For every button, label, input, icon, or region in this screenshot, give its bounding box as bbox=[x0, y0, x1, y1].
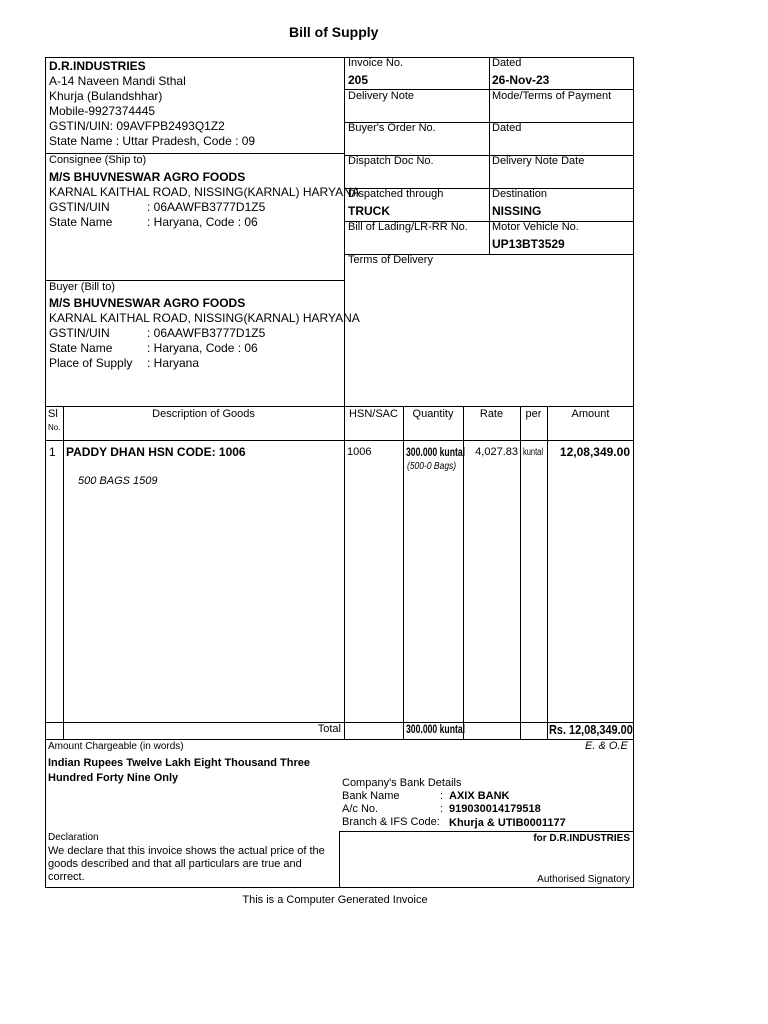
total-label: Total bbox=[317, 723, 341, 735]
buyer-gstin-label: GSTIN/UIN bbox=[49, 326, 110, 340]
declaration-line: correct. bbox=[48, 871, 85, 883]
consignee-label: Consignee (Ship to) bbox=[49, 154, 147, 166]
dispatched-through: TRUCK bbox=[348, 204, 390, 218]
motor-vehicle: UP13BT3529 bbox=[492, 237, 565, 251]
divider bbox=[339, 831, 634, 832]
motor-vehicle-label: Motor Vehicle No. bbox=[492, 221, 579, 233]
rate-header: Rate bbox=[479, 408, 504, 420]
description-header: Description of Goods bbox=[152, 408, 255, 420]
mode-terms-label: Mode/Terms of Payment bbox=[492, 90, 612, 102]
dated2-label: Dated bbox=[492, 122, 522, 134]
ac-no-value: 919030014179518 bbox=[449, 803, 541, 815]
consignee-gstin-value: : 06AAWFB3777D1Z5 bbox=[147, 200, 266, 214]
declaration-label: Declaration bbox=[48, 832, 99, 843]
destination-label: Destination bbox=[492, 188, 548, 200]
bill-lading-label: Bill of Lading/LR-RR No. bbox=[348, 221, 468, 233]
bank-name-label: Bank Name bbox=[342, 790, 400, 802]
amount-words-label: Amount Chargeable (in words) bbox=[48, 741, 184, 752]
hsn-header: HSN/SAC bbox=[349, 408, 398, 420]
seller-address-line: A-14 Naveen Mandi Sthal bbox=[49, 74, 186, 88]
buyer-state-value: : Haryana, Code : 06 bbox=[147, 341, 258, 355]
sl-header: Sl bbox=[48, 408, 58, 420]
computer-generated-note: This is a Computer Generated Invoice bbox=[242, 894, 428, 906]
consignee-address: KARNAL KAITHAL ROAD, NISSING(KARNAL) HARYANA bbox=[49, 185, 360, 199]
page-title: Bill of Supply bbox=[289, 24, 379, 40]
row-quantity: 300.000 kuntal bbox=[406, 445, 466, 459]
branch-label: Branch & IFS Code: bbox=[342, 816, 440, 828]
seller-gstin: GSTIN/UIN: 09AVFPB2493Q1Z2 bbox=[49, 119, 225, 133]
buyer-label: Buyer (Bill to) bbox=[49, 281, 116, 293]
buyer-pos-label: Place of Supply bbox=[49, 356, 133, 370]
bank-colon: : bbox=[440, 790, 444, 802]
row-quantity-sub: (500-0 Bags) bbox=[407, 461, 457, 472]
declaration-line: We declare that this invoice shows the actual price of the bbox=[48, 845, 325, 857]
buyer-address: KARNAL KAITHAL ROAD, NISSING(KARNAL) HARYANA bbox=[49, 311, 360, 325]
consignee-name: M/S BHUVNESWAR AGRO FOODS bbox=[49, 170, 246, 184]
declaration-line: goods described and that all particulars are true and bbox=[48, 858, 302, 870]
consignee-state-value: : Haryana, Code : 06 bbox=[147, 215, 258, 229]
bank-colon: : bbox=[440, 803, 444, 815]
dated-value: 26-Nov-23 bbox=[492, 73, 550, 87]
seller-name: D.R.INDUSTRIES bbox=[49, 59, 146, 73]
eoe-label: E. & O.E bbox=[585, 740, 628, 752]
row-per: kuntal bbox=[523, 447, 544, 458]
bank-title: Company's Bank Details bbox=[342, 777, 462, 789]
terms-delivery-label: Terms of Delivery bbox=[348, 254, 433, 266]
signatory-label: Authorised Signatory bbox=[537, 874, 630, 885]
divider bbox=[344, 406, 345, 739]
sl-header-sub: No. bbox=[48, 423, 61, 432]
row-amount: 12,08,349.00 bbox=[559, 445, 630, 459]
quantity-header: Quantity bbox=[412, 408, 454, 420]
for-company: for D.R.INDUSTRIES bbox=[533, 833, 630, 844]
ac-no-label: A/c No. bbox=[342, 803, 379, 815]
invoice-no-label: Invoice No. bbox=[348, 57, 404, 69]
branch-value: Khurja & UTIB0001177 bbox=[449, 817, 566, 829]
bank-name-value: AXIX BANK bbox=[449, 790, 510, 802]
consignee-gstin-label: GSTIN/UIN bbox=[49, 200, 110, 214]
divider bbox=[344, 57, 345, 406]
per-header: per bbox=[525, 408, 542, 420]
divider bbox=[45, 406, 634, 407]
dated-label: Dated bbox=[492, 57, 522, 69]
destination: NISSING bbox=[492, 204, 542, 218]
consignee-state-label: State Name bbox=[49, 215, 113, 229]
row-description: PADDY DHAN HSN CODE: 1006 bbox=[66, 445, 246, 459]
dispatched-through-label: Dispatched through bbox=[348, 188, 444, 200]
delivery-note-label: Delivery Note bbox=[348, 90, 415, 102]
buyer-name: M/S BHUVNESWAR AGRO FOODS bbox=[49, 296, 246, 310]
amount-words-line: Hundred Forty Nine Only bbox=[48, 772, 179, 784]
divider bbox=[45, 440, 634, 441]
divider bbox=[63, 406, 64, 739]
total-amount: Rs. 12,08,349.00 bbox=[549, 722, 633, 737]
divider bbox=[45, 739, 634, 740]
buyers-order-label: Buyer's Order No. bbox=[348, 122, 436, 134]
invoice-no: 205 bbox=[348, 73, 369, 87]
row-sl: 1 bbox=[49, 445, 56, 459]
dispatch-doc-label: Dispatch Doc No. bbox=[348, 155, 434, 167]
buyer-pos-value: : Haryana bbox=[147, 356, 200, 370]
amount-header: Amount bbox=[571, 408, 610, 420]
row-rate: 4,027.83 bbox=[475, 446, 518, 458]
divider bbox=[489, 57, 490, 255]
divider bbox=[403, 406, 404, 739]
seller-mobile: Mobile-9927374445 bbox=[49, 104, 156, 118]
divider bbox=[520, 406, 521, 739]
buyer-gstin-value: : 06AAWFB3777D1Z5 bbox=[147, 326, 266, 340]
seller-address-line: Khurja (Bulandshhar) bbox=[49, 89, 163, 103]
buyer-state-label: State Name bbox=[49, 341, 113, 355]
row-hsn: 1006 bbox=[347, 446, 372, 458]
amount-words-line: Indian Rupees Twelve Lakh Eight Thousand Three bbox=[48, 757, 311, 769]
delivery-note-date-label: Delivery Note Date bbox=[492, 155, 585, 167]
seller-state: State Name : Uttar Pradesh, Code : 09 bbox=[49, 134, 256, 148]
row-note: 500 BAGS 1509 bbox=[78, 475, 158, 487]
total-quantity: 300.000 kuntal bbox=[406, 722, 466, 736]
